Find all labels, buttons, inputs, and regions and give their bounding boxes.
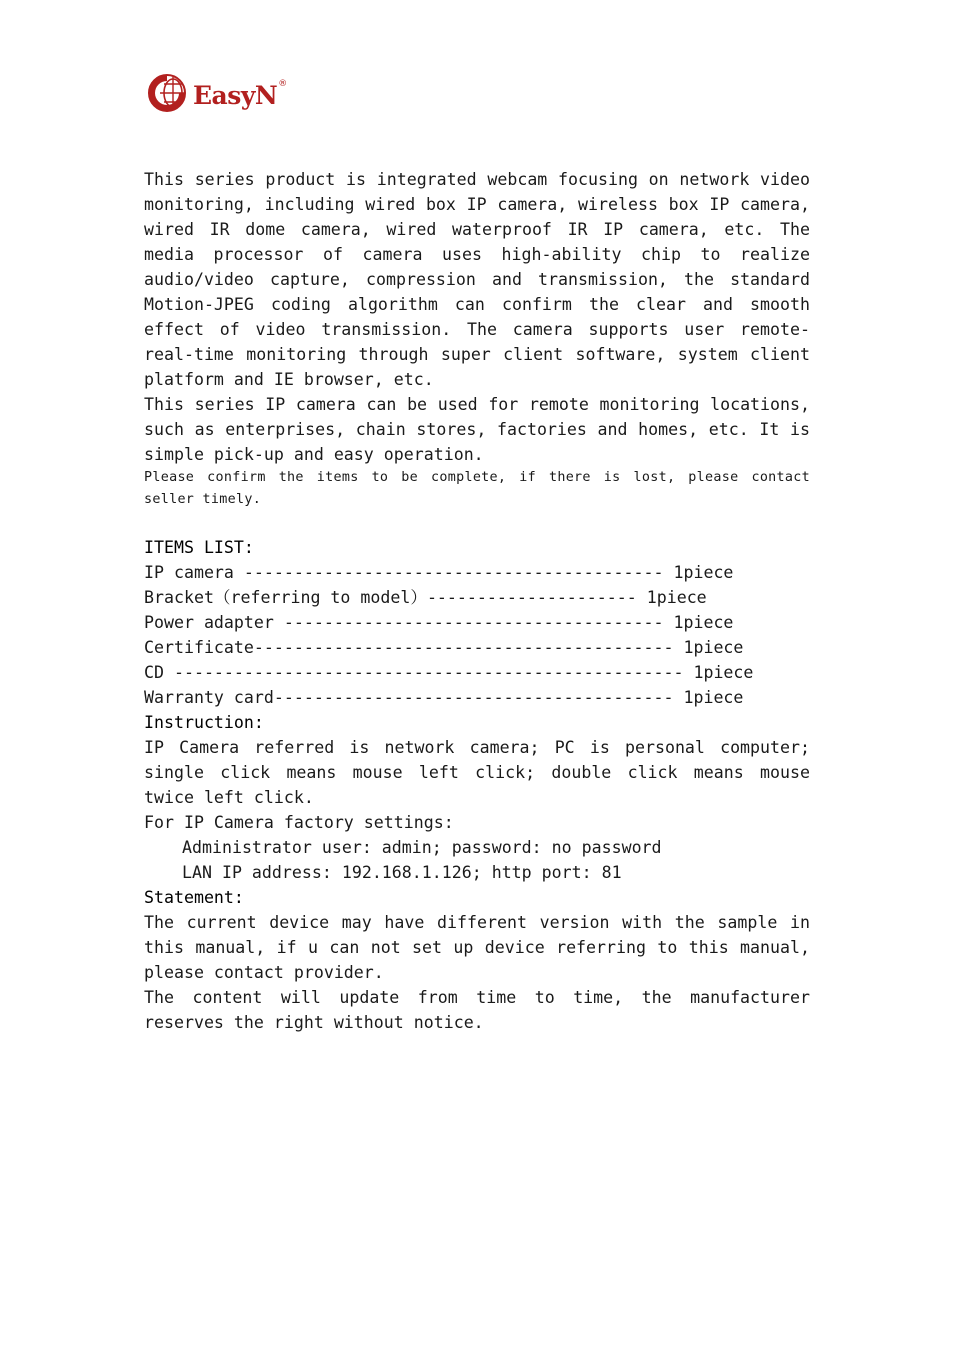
statement-text: The current device may have different version with the sample in this manual, if u can not set up device referring to this manual, please contact provider.: [144, 913, 810, 982]
admin-credentials: Administrator user: admin; password: no password: [182, 838, 662, 857]
globe-icon: [146, 72, 188, 114]
statement-text-2: The content will update from time to time, the manufacturer reserves the right without notice.: [144, 988, 810, 1032]
brand-logo: [146, 72, 287, 114]
statement-heading: Statement:: [144, 888, 244, 907]
lan-settings: LAN IP address: 192.168.1.126; http port: 81: [182, 863, 622, 882]
list-item-certificate: Certificate------------------------------------------ 1piece: [144, 638, 744, 657]
list-item-cd: CD --------------------------------------------------- 1piece: [144, 663, 754, 682]
instruction-text: IP Camera referred is network camera; PC is personal computer; single click means mouse left click; double click means mouse twice left click.: [144, 738, 810, 807]
list-item-ip-camera: IP camera ------------------------------------------ 1piece: [144, 563, 734, 582]
list-item-bracket: Bracket（referring to model）--------------------- 1piece: [144, 588, 707, 607]
spacer: [144, 511, 810, 535]
intro-paragraph-2: This series IP camera can be used for remote monitoring locations, such as enterprises, chain stores, factories and homes, etc. It is simple pick-up and easy operation.: [144, 395, 810, 464]
instruction-heading: Instruction:: [144, 713, 264, 732]
items-list-heading: ITEMS LIST:: [144, 538, 254, 557]
brand-name: EasyN: [193, 80, 278, 110]
intro-paragraph: This series product is integrated webcam focusing on network video monitoring, including wired box IP camera, wireless box IP camera, wired IR dome camera, wired waterproof IR IP camera, etc. The media processor of camera uses high-ability chip to realize audio/video capture, compression and transmission, the standard Motion-JPEG coding algorithm can confirm the clear and smooth effect of video transmission. The camera supports user remote-real-time monitoring through super client software, system client platform and IE browser, etc.: [144, 170, 810, 389]
registered-mark: ®: [278, 79, 288, 89]
factory-settings-label: For IP Camera factory settings:: [144, 813, 454, 832]
list-item-power-adapter: Power adapter -------------------------------------- 1piece: [144, 613, 734, 632]
list-item-warranty-card: Warranty card---------------------------------------- 1piece: [144, 688, 744, 707]
document-body: [144, 167, 810, 1035]
confirm-note: Please confirm the items to be complete, if there is lost, please contact seller timely.: [144, 470, 810, 507]
